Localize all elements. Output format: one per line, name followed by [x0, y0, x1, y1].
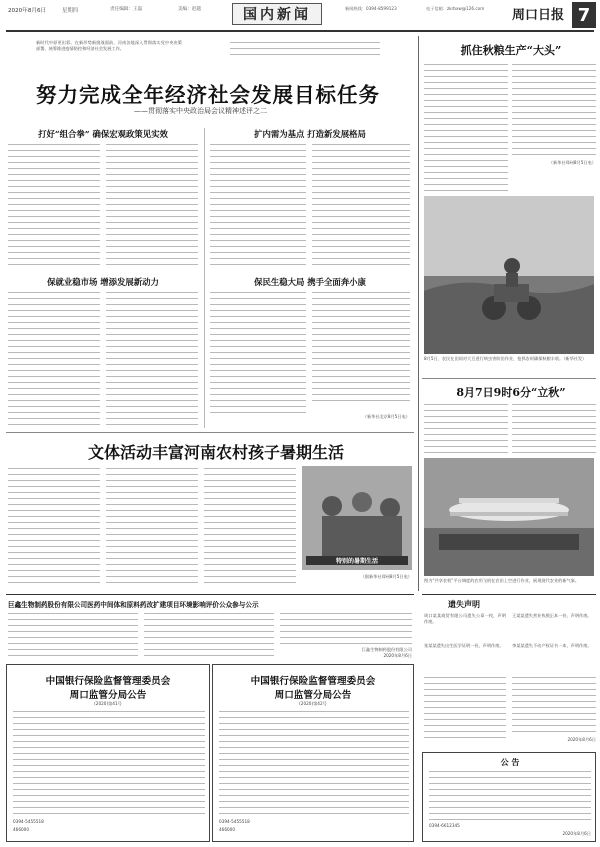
- bank-notice-right: [212, 664, 414, 842]
- lead-sub4: 保民生稳大局 携手全面奔小康: [254, 277, 366, 287]
- gonggao-box: [422, 752, 596, 842]
- bank-right-title: 中国银行保险监督管理委员会: [250, 676, 376, 687]
- lead-credit: （新华社北京8月5日电）: [362, 414, 410, 419]
- culture-credit: （据新华社郑州8月5日电）: [360, 574, 412, 579]
- notice-title: 巨鑫生物制药股份有限公司医药中间体和原料药改扩建项目环境影响评价公众参与公示: [8, 601, 259, 609]
- lead-intro: 新时代中原更出彩。在新形势新挑战面前，河南各地深入贯彻落实党中央决策部署，统筹推进疫情防控和经济社会发展工作。: [36, 40, 182, 52]
- culture-text-a: [8, 466, 100, 588]
- bank-left-body: [13, 709, 205, 815]
- lead-sub1: 打好“组合拳” 确保宏观政策见实效: [38, 129, 168, 139]
- section-title: 国内新闻: [243, 7, 311, 23]
- notice-text-a: [8, 611, 138, 659]
- page-number-box: [572, 2, 596, 28]
- bank-right-number: (2020)第42号: [299, 701, 327, 706]
- right-top-title: 抓住秋粮生产“大头”: [460, 44, 562, 57]
- liqiu-title: 8月7日9时6分“立秋”: [456, 386, 566, 399]
- culture-photo: [302, 466, 412, 570]
- culture-title: 文体活动丰富河南农村孩子暑期生活: [87, 443, 344, 462]
- farm-photo-caption: 8月5日，农民在田间对大豆进行病虫害防治作业，抢抓农时确保秋粮丰收。（新华社发）: [424, 356, 587, 361]
- lead-title: 努力完成全年经济社会发展目标任务: [36, 83, 380, 107]
- bank-notice-left: [6, 664, 210, 842]
- bank-left-phone: 0394-5455518: [13, 819, 44, 824]
- lead-subtitle: ——贯彻落实中央政治局会议精神述评之二: [134, 107, 267, 115]
- lost-title: 遗失声明: [448, 599, 480, 609]
- bank-right-body: [219, 709, 409, 815]
- lead-sub1-text-b: [106, 142, 198, 270]
- liqiu-rule: [422, 378, 596, 379]
- gonggao-body: [429, 769, 591, 821]
- masthead: [0, 0, 600, 36]
- culture-story: [6, 434, 414, 590]
- culture-text-c: [204, 466, 296, 588]
- lead-col-divider: [204, 128, 205, 428]
- masthead-rule: [6, 30, 594, 32]
- notice-date: 2020年8月6日: [383, 653, 412, 658]
- lost-date: 2020年8月6日: [567, 737, 596, 742]
- masthead-editor: 责任编辑：王磊: [110, 7, 143, 12]
- liqiu-text-b: [512, 402, 596, 454]
- lost-section: [422, 594, 596, 750]
- gonggao-title: 公 告: [500, 757, 520, 767]
- farm-photo: [424, 196, 594, 354]
- culture-top-rule: [6, 432, 414, 433]
- bank-left-code: 466000: [13, 827, 29, 832]
- bank-right-phone: 0394-5455518: [219, 819, 250, 824]
- farm-photo-image: [424, 196, 594, 354]
- lead-sub2: 扩内需为基点 打造新发展格局: [254, 129, 366, 139]
- lost-more-a: [424, 675, 506, 743]
- lead-sub2-text-a: [210, 142, 306, 270]
- lost-more-b: [512, 675, 596, 735]
- notice-box: [6, 594, 414, 662]
- right-top-text-a: [424, 62, 508, 192]
- gonggao-date: 2020年8月6日: [562, 831, 591, 836]
- notice-text-c: [280, 611, 412, 645]
- paper-logo: 周口日报: [512, 8, 565, 23]
- lead-story: [6, 38, 414, 430]
- notice-text-b: [144, 611, 274, 659]
- masthead-weekday: 星期四: [62, 8, 79, 14]
- culture-inset-label: 特别的暑期生活: [306, 556, 408, 565]
- bank-left-number: (2020)第41号: [94, 701, 122, 706]
- masthead-designer: 美编：赵越: [178, 7, 201, 12]
- plane-photo-caption: 图为“共享农机”平台调度的农用飞机在农田上空进行作业，展现现代农业的新气象。: [424, 578, 580, 583]
- masthead-hotline: 新闻热线：0394-8599123: [345, 6, 397, 11]
- lead-sub4-text-a: [210, 290, 306, 414]
- lead-sub4-text-b: [312, 290, 410, 406]
- lead-sub3-text-a: [8, 290, 100, 426]
- plane-photo-image: [424, 458, 594, 576]
- liqiu-story: [422, 378, 596, 592]
- lead-sub1-text-a: [8, 142, 100, 270]
- lost-item-3: 王某某遗失营业执照正本一份，声明作废。: [512, 613, 592, 618]
- page-number: 7: [577, 4, 591, 26]
- gonggao-phone: 0394-6612345: [429, 823, 460, 828]
- notice-signature: 巨鑫生物制药股份有限公司: [361, 647, 412, 652]
- bank-right-code: 466000: [219, 827, 235, 832]
- lead-sub2-text-b: [312, 142, 410, 270]
- lost-item-2: 张某某遗失出生医学证明一份，声明作废。: [424, 643, 504, 648]
- lead-intro-text: [230, 40, 380, 60]
- lead-sub3-text-b: [106, 290, 198, 426]
- bank-left-subtitle: 周口监管分局公告: [69, 690, 147, 701]
- right-top-text-b: [512, 62, 596, 158]
- lead-sub3: 保就业稳市场 增添发展新动力: [47, 277, 159, 287]
- bank-left-title: 中国银行保险监督管理委员会: [45, 676, 171, 687]
- section-banner: [232, 3, 322, 25]
- lost-item-1: 周口某某商贸有限公司遗失公章一枚，声明作废。: [424, 613, 506, 625]
- culture-photo-image: [302, 466, 412, 570]
- right-top-credit: （新华社郑州8月5日电）: [548, 160, 596, 165]
- bank-right-subtitle: 周口监管分局公告: [274, 690, 352, 701]
- plane-photo: [424, 458, 594, 576]
- culture-text-b: [106, 466, 198, 588]
- lost-item-4: 李某某遗失不动产权证书一本，声明作废。: [512, 643, 592, 648]
- masthead-email: 电子信箱：zkrbxw@126.com: [426, 6, 485, 11]
- page-column-divider: [418, 36, 419, 591]
- liqiu-text-a: [424, 402, 508, 454]
- right-top-story: [422, 38, 596, 378]
- masthead-date: 2020年8月6日: [8, 8, 47, 14]
